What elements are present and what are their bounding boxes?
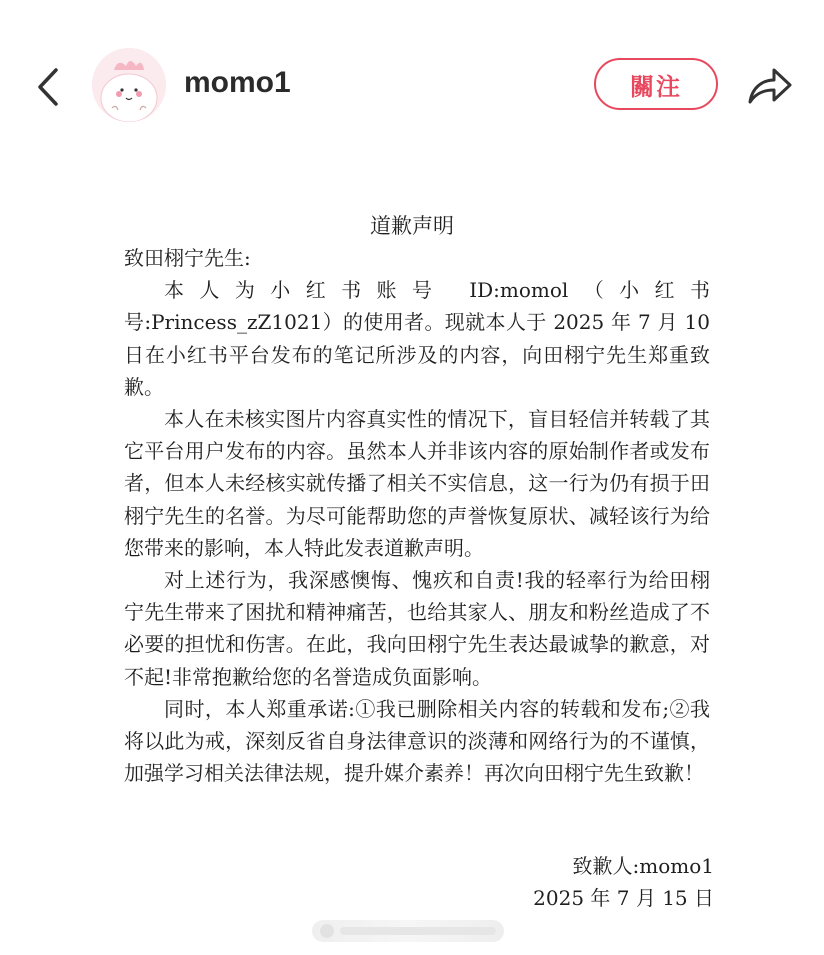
watermark-text-blur xyxy=(340,927,496,935)
chevron-left-icon xyxy=(30,62,70,112)
watermark-logo xyxy=(320,924,334,938)
document-body xyxy=(124,242,710,789)
username[interactable]: momo1 xyxy=(184,66,291,99)
paragraph-3: 对上述行为，我深感懊悔、愧疚和自责!我的轻率行为给田栩宁先生带来了困扰和精神痛苦，也给其家人、朋友和粉丝造成了不必要的担忧和伤害。在此，我向田栩宁先生表达最诚挚的歉意，对不起!非常抱歉给您的名誉造成负面影响。 xyxy=(124,568,710,689)
watermark xyxy=(312,920,504,942)
salutation: 致田栩宁先生: xyxy=(124,246,251,270)
paragraph-1: 本人为小红书账号 ID:momol（小红书号:Princess_zZ1021）的使用者。现就本人于 2025 年 7 月 10 日在小红书平台发布的笔记所涉及的内容，向田栩宁先生郑重致歉。 xyxy=(124,278,710,399)
apology-document xyxy=(0,170,824,930)
share-button[interactable] xyxy=(744,62,794,110)
paragraph-4: 同时，本人郑重承诺:①我已删除相关内容的转载和发布;②我将以此为戒，深刻反省自身法律意识的淡薄和网络行为的不谨慎，加强学习相关法律法规，提升媒介素养！再次向田栩宁先生致歉！ xyxy=(124,696,710,786)
follow-button[interactable]: 關注 xyxy=(594,58,718,110)
date: 2025 年 7 月 15 日 xyxy=(533,886,714,911)
share-arrow-icon xyxy=(744,62,794,110)
profile-header xyxy=(0,0,824,170)
back-button[interactable] xyxy=(30,62,70,112)
avatar-image xyxy=(92,48,166,122)
avatar[interactable] xyxy=(92,48,166,122)
paragraph-2: 本人在未核实图片内容真实性的情况下，盲目轻信并转载了其它平台用户发布的内容。虽然本人并非该内容的原始制作者或发布者，但本人未经核实就传播了相关不实信息，这一行为仍有损于田栩宁先生的名誉。为尽可能帮助您的声誉恢复原状、减轻该行为给您带来的影响，本人特此发表道歉声明。 xyxy=(124,407,710,560)
signature-block xyxy=(533,850,714,914)
document-title: 道歉声明 xyxy=(370,214,454,238)
signature: 致歉人:momo1 xyxy=(572,854,714,878)
